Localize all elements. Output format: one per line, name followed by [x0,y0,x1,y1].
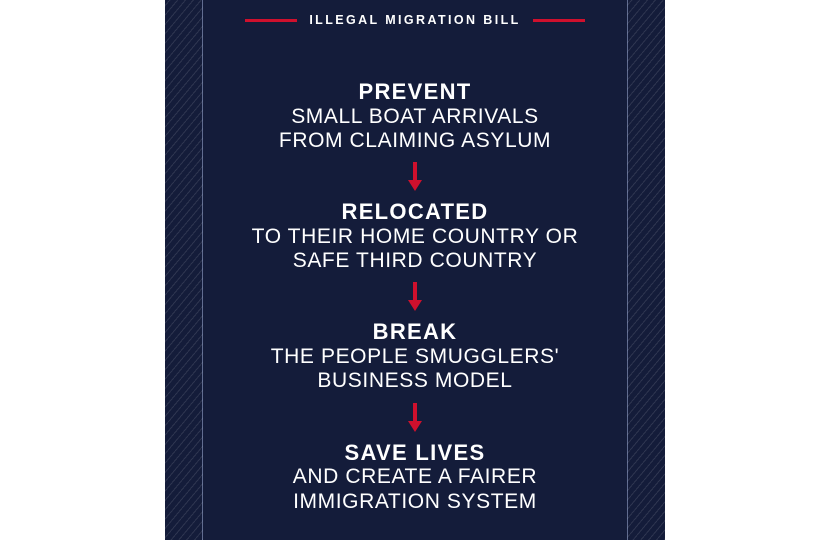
step-line: BUSINESS MODEL [317,369,513,393]
steps-list [203,29,627,540]
header-rule-left [245,19,297,22]
step-line: TO THEIR HOME COUNTRY OR [251,224,579,248]
step-line: SAFE THIRD COUNTRY [292,249,538,273]
poster [165,0,665,540]
header-rule-right [533,19,585,22]
step-heading: RELOCATED [341,199,489,225]
step-heading: PREVENT [358,79,472,104]
step-item [271,319,560,393]
left-hatch-band [165,0,203,540]
arrow-down-icon [405,403,425,433]
step-heading: BREAK [372,319,458,345]
arrow-down-icon [405,282,425,312]
right-hatch-band [627,0,665,540]
poster-header [203,13,627,27]
poster-content [203,0,627,540]
step-line: IMMIGRATION SYSTEM [293,489,537,513]
step-line: THE PEOPLE SMUGGLERS' [270,344,560,368]
step-heading: SAVE LIVES [344,439,486,465]
step-line: AND CREATE A FAIRER [292,465,538,489]
step-item [293,440,537,514]
step-item [252,199,579,273]
step-line: SMALL BOAT ARRIVALS [291,104,539,128]
right-hairline [627,0,628,540]
step-line: FROM CLAIMING ASYLUM [278,128,552,152]
arrow-down-icon [405,162,425,192]
poster-title: ILLEGAL MIGRATION BILL [309,13,521,27]
step-item [279,79,551,153]
